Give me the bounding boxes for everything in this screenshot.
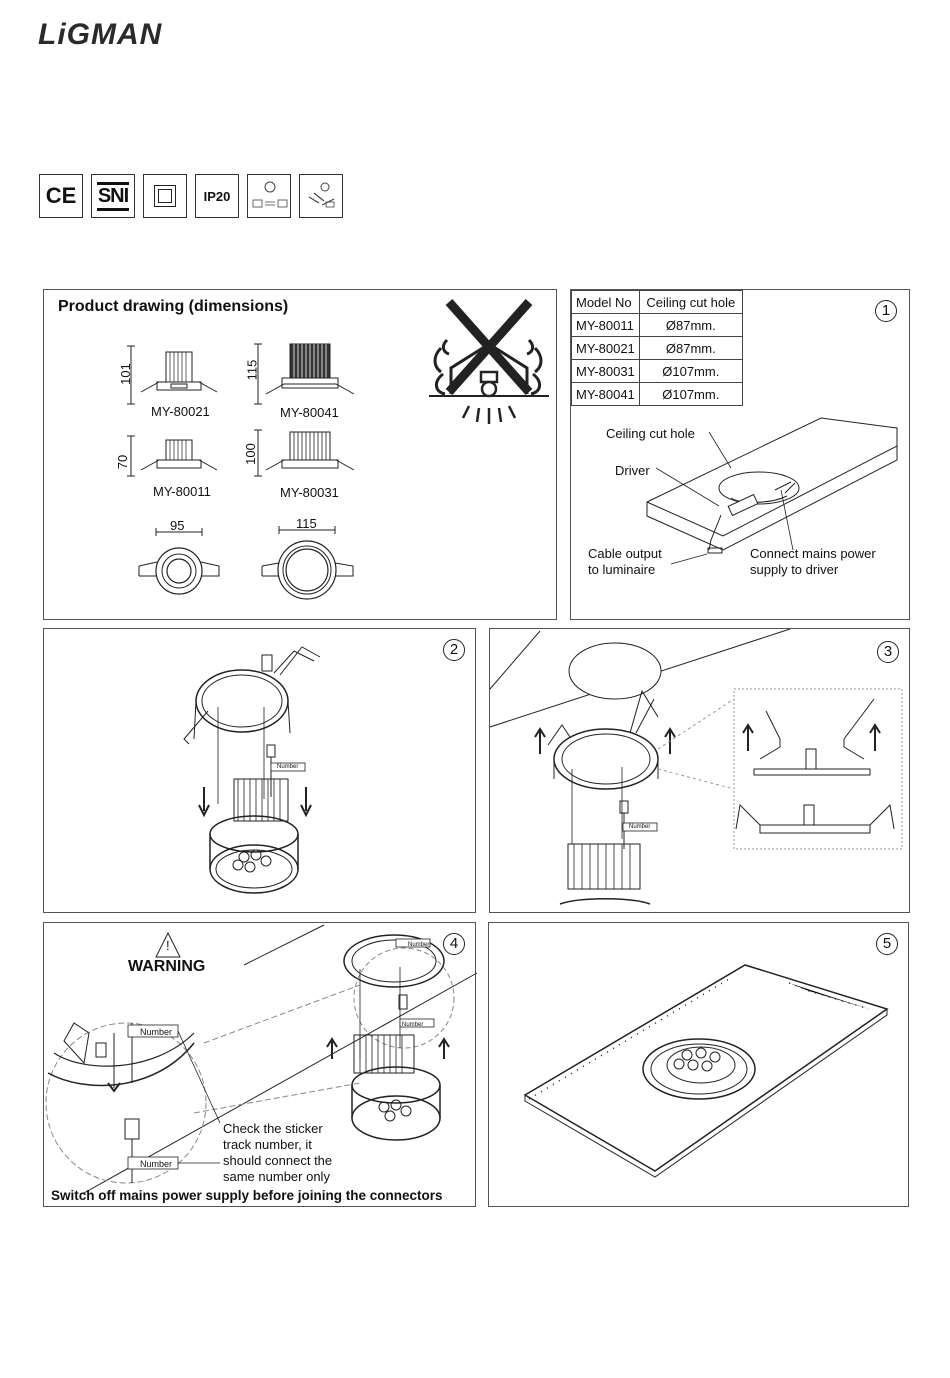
safety-footer: Switch off mains power supply before joining the connectors (51, 1188, 443, 1203)
label-driver: Driver (615, 463, 650, 478)
table-header-cut-hole: Ceiling cut hole (639, 291, 742, 314)
model-label-80031: MY-80031 (280, 485, 339, 500)
sni-text: SNI (97, 182, 129, 211)
label-ceiling-cut-hole: Ceiling cut hole (606, 426, 695, 441)
table-row (572, 337, 743, 360)
table-cell-hole: Ø107mm. (639, 383, 742, 406)
label-connect-1: Connect mains power (750, 546, 876, 561)
table-row (572, 383, 743, 406)
sticker-number-label: Number (629, 824, 651, 830)
ceiling-cut-hole-table (571, 290, 743, 406)
sticker-number-label-zoom-bottom: Number (140, 1159, 173, 1169)
sticker-number-label: Number (402, 1022, 424, 1028)
model-label-80011: MY-80011 (153, 484, 211, 499)
table-row (572, 314, 743, 337)
height-80041: 115 (244, 359, 260, 381)
ip-rating-icon (195, 174, 239, 218)
luminaire-top-view-115 (259, 524, 359, 604)
panel-title: Product drawing (dimensions) (58, 298, 289, 315)
step-2-module-insert-drawing (44, 629, 477, 914)
model-label-80021: MY-80021 (151, 404, 210, 419)
step-5-installed-drawing (489, 923, 910, 1208)
product-drawing-panel (43, 289, 557, 620)
connector-symbol (300, 175, 344, 219)
luminaire-side-drawing-80011 (119, 432, 229, 482)
step-3-panel (489, 628, 910, 913)
table-header-row (572, 291, 743, 314)
connector-icon (299, 174, 343, 218)
table-header-model: Model No (572, 291, 640, 314)
warning-label: WARNING (128, 958, 206, 975)
step-number-5: 5 (876, 933, 898, 955)
do-not-cover-insulation-icon (429, 296, 549, 426)
height-80021: 101 (117, 363, 133, 385)
sticker-number-label-zoom-top: Number (140, 1027, 173, 1037)
ip-text: IP20 (203, 188, 231, 204)
sticker-number-label: Number (277, 764, 299, 770)
dimmable-symbol (248, 175, 292, 219)
sni-mark-icon (91, 174, 135, 218)
table-cell-model: MY-80041 (572, 383, 640, 406)
luminaire-side-drawing-80031 (246, 426, 366, 481)
step-4-panel (43, 922, 476, 1207)
label-connect-2: supply to driver (750, 562, 839, 577)
luminaire-side-drawing-80021 (119, 342, 229, 412)
width-115: 115 (296, 516, 317, 531)
ce-mark-icon (39, 174, 83, 218)
sticker-number-label-ring: Number (408, 942, 430, 948)
table-cell-hole: Ø107mm. (639, 360, 742, 383)
step-3-spring-clips-drawing (490, 629, 911, 914)
table-cell-hole: Ø87mm. (639, 314, 742, 337)
check-line-1: Check the sticker (223, 1121, 323, 1136)
table-row (572, 360, 743, 383)
step-number-2: 2 (443, 639, 465, 661)
label-cable-output-1: Cable output (588, 546, 662, 561)
height-80011: 70 (115, 454, 131, 470)
warning-exclamation: ! (166, 938, 170, 953)
width-95: 95 (170, 518, 185, 533)
step-number-3: 3 (877, 641, 899, 663)
check-line-2: track number, it (223, 1137, 312, 1152)
check-line-3: should connect the (223, 1153, 333, 1168)
ce-text: CE (45, 183, 77, 208)
double-insulation-icon (143, 174, 187, 218)
check-line-4: same number only (223, 1169, 330, 1184)
table-cell-model: MY-80021 (572, 337, 640, 360)
step-number-1: 1 (875, 300, 897, 322)
height-80031: 100 (242, 443, 258, 465)
dimmable-icon (247, 174, 291, 218)
brand-logo: LiGMAN (38, 18, 163, 51)
luminaire-side-drawing-80041 (246, 340, 366, 410)
label-cable-output-2: to luminaire (588, 562, 656, 577)
table-cell-model: MY-80011 (572, 314, 640, 337)
table-cell-hole: Ø87mm. (639, 337, 742, 360)
model-label-80041: MY-80041 (280, 405, 339, 420)
luminaire-top-view-95 (137, 526, 227, 601)
step-number-4: 4 (443, 933, 465, 955)
step-2-panel (43, 628, 476, 913)
step-5-panel (488, 922, 909, 1207)
table-cell-model: MY-80031 (572, 360, 640, 383)
